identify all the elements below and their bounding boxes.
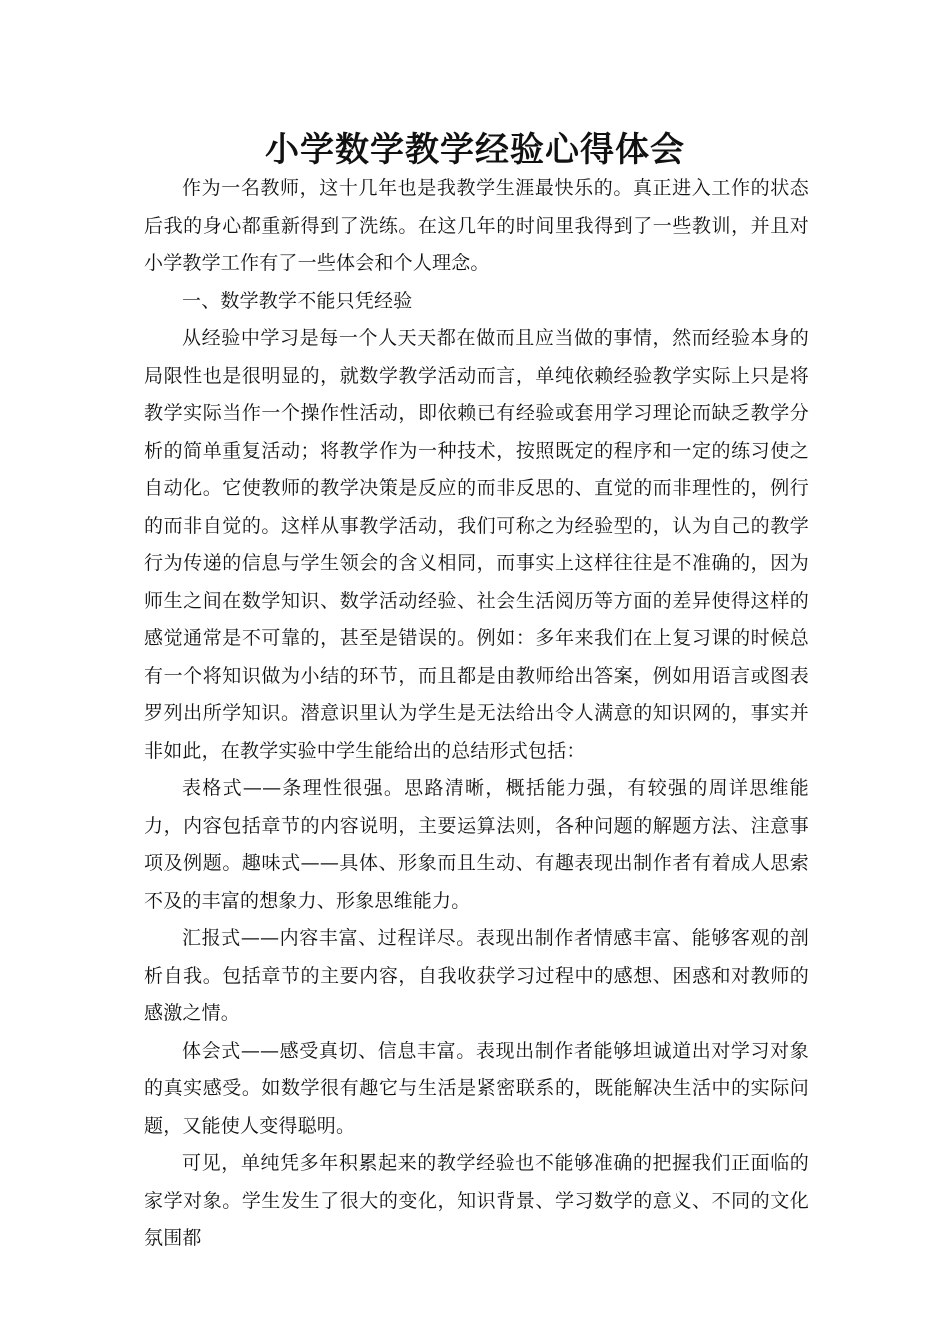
section-heading-1: 一、数学教学不能只凭经验	[182, 289, 413, 312]
paragraph-report-style: 汇报式——内容丰富、过程详尽。表现出制作者情感丰富、能够客观的剖析自我。包括章节的主要内容，自我收获学习过程中的感想、困惑和对教师的感激之情。	[144, 927, 809, 1024]
paragraph-table-style: 表格式——条理性很强。思路清晰，概括能力强，有较强的周详思维能力，内容包括章节的内容说明，主要运算法则，各种问题的解题方法、注意事项及例题。趣味式——具体、形象而且生动、有趣表现出制作者有着成人思索不及的丰富的想象力、形象思维能力。	[144, 777, 809, 912]
paragraph-reflection-style: 体会式——感受真切、信息丰富。表现出制作者能够坦诚道出对学习对象的真实感受。如数学很有趣它与生活是紧密联系的，既能解决生活中的实际问题，又能使人变得聪明。	[144, 1039, 809, 1137]
paragraph-intro: 作为一名教师，这十几年也是我教学生涯最快乐的。真正进入工作的状态后我的身心都重新得到了洗练。在这几年的时间里我得到了一些教训，并且对小学教学工作有了一些体会和个人理念。	[144, 177, 809, 274]
paragraph-conclusion: 可见，单纯凭多年积累起来的教学经验也不能够准确的把握我们正面临的家学对象。学生发生了很大的变化，知识背景、学习数学的意义、不同的文化氛围都	[144, 1152, 809, 1249]
document-title: 小学数学教学经验心得体会	[265, 130, 685, 170]
paragraph-experience: 从经验中学习是每一个人天天都在做而且应当做的事情，然而经验本身的局限性也是很明显的，就数学教学活动而言，单纯依赖经验教学实际上只是将教学实际当作一个操作性活动，即依赖已有经验或套用学习理论而缺乏教学分析的简单重复活动；将教学作为一种技术，按照既定的程序和一定的练习使之自动化。它使教师的教学决策是反应的而非反思的、直觉的而非理性的，例行的而非自觉的。这样从事教学活动，我们可称之为经验型的，认为自己的教学行为传递的信息与学生领会的含义相同，而事实上这样往往是不准确的，因为师生之间在数学知识、数学活动经验、社会生活阅历等方面的差异使得这样的感觉通常是不可靠的，甚至是错误的。例如：多年来我们在上复习课的时候总有一个将知识做为小结的环节，而且都是由教师给出答案，例如用语言或图表罗列出所学知识。潜意识里认为学生是无法给出令人满意的知识网的，事实并非如此，在教学实验中学生能给出的总结形式包括：	[144, 327, 809, 762]
document-body	[144, 170, 809, 1258]
